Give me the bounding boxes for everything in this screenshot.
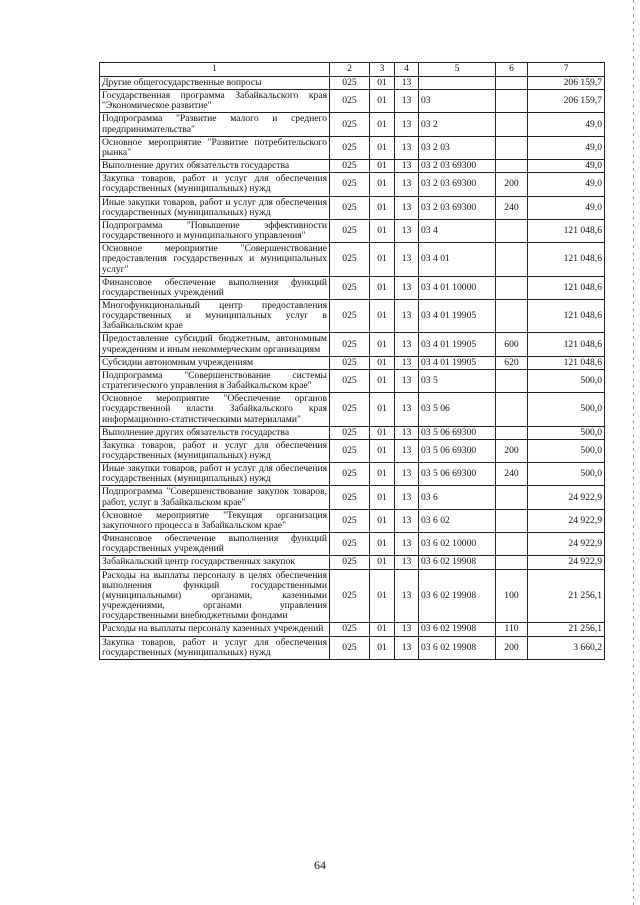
table-row [100, 77, 605, 90]
table-body [100, 77, 605, 660]
subsection-code-cell: 13 [395, 173, 419, 196]
subsection-code-cell: 13 [395, 369, 419, 392]
row-name-cell: Расходы на выплаты персоналу казенных учреждений [100, 623, 330, 636]
row-name-cell: Основное мероприятие "Развитие потребительского рынка" [100, 136, 330, 159]
scan-edge-artifact [633, 0, 634, 905]
subsection-code-cell: 13 [395, 569, 419, 623]
section-code-cell: 01 [370, 160, 395, 173]
section-code-cell: 01 [370, 356, 395, 369]
column-header: 4 [395, 63, 419, 77]
table-row [100, 556, 605, 569]
section-code-cell: 01 [370, 90, 395, 113]
target-article-cell: 03 2 03 69300 [419, 196, 496, 219]
amount-cell: 49,0 [528, 113, 605, 136]
target-article-cell: 03 6 02 [419, 509, 496, 532]
section-code-cell: 01 [370, 113, 395, 136]
row-name-cell: Основное мероприятие "Текущая организация закупочного процесса в Забайкальском крае" [100, 509, 330, 532]
admin-code-cell: 025 [330, 90, 370, 113]
table-row [100, 219, 605, 242]
target-article-cell: 03 4 [419, 219, 496, 242]
admin-code-cell: 025 [330, 569, 370, 623]
row-name-cell: Подпрограмма "Повышение эффективности государственного и муниципального управления" [100, 219, 330, 242]
target-article-cell: 03 4 01 10000 [419, 276, 496, 299]
target-article-cell: 03 4 01 19905 [419, 299, 496, 332]
table-row [100, 160, 605, 173]
admin-code-cell: 025 [330, 333, 370, 356]
row-name-cell: Подпрограмма "Совершенствование системы стратегического управления в Забайкальском крае" [100, 369, 330, 392]
subsection-code-cell: 13 [395, 299, 419, 332]
amount-cell: 24 922,9 [528, 533, 605, 556]
subsection-code-cell: 13 [395, 160, 419, 173]
row-name-cell: Другие общегосударственные вопросы [100, 77, 330, 90]
section-code-cell: 01 [370, 333, 395, 356]
table-row [100, 393, 605, 426]
amount-cell: 24 922,9 [528, 556, 605, 569]
expense-type-cell [496, 369, 528, 392]
subsection-code-cell: 13 [395, 243, 419, 276]
amount-cell: 500,0 [528, 426, 605, 439]
section-code-cell: 01 [370, 636, 395, 659]
amount-cell: 500,0 [528, 393, 605, 426]
admin-code-cell: 025 [330, 486, 370, 509]
section-code-cell: 01 [370, 173, 395, 196]
section-code-cell: 01 [370, 486, 395, 509]
row-name-cell: Финансовое обеспечение выполнения функций государственных учреждений [100, 276, 330, 299]
admin-code-cell: 025 [330, 276, 370, 299]
expense-type-cell [496, 113, 528, 136]
admin-code-cell: 025 [330, 369, 370, 392]
target-article-cell: 03 5 06 69300 [419, 426, 496, 439]
header-row [100, 63, 605, 77]
table-row [100, 299, 605, 332]
subsection-code-cell: 13 [395, 556, 419, 569]
amount-cell: 121 048,6 [528, 276, 605, 299]
amount-cell: 21 256,1 [528, 623, 605, 636]
target-article-cell: 03 2 03 69300 [419, 173, 496, 196]
column-header: 1 [100, 63, 330, 77]
table-row [100, 509, 605, 532]
column-header: 2 [330, 63, 370, 77]
table-row [100, 136, 605, 159]
subsection-code-cell: 13 [395, 136, 419, 159]
table-row [100, 113, 605, 136]
subsection-code-cell: 13 [395, 356, 419, 369]
admin-code-cell: 025 [330, 173, 370, 196]
target-article-cell: 03 4 01 19905 [419, 356, 496, 369]
table-row [100, 90, 605, 113]
admin-code-cell: 025 [330, 623, 370, 636]
expense-type-cell: 110 [496, 623, 528, 636]
amount-cell: 121 048,6 [528, 299, 605, 332]
section-code-cell: 01 [370, 136, 395, 159]
expense-type-cell: 620 [496, 356, 528, 369]
row-name-cell: Иные закупки товаров, работ и услуг для обеспечения государственных (муниципальных) нужд [100, 196, 330, 219]
admin-code-cell: 025 [330, 636, 370, 659]
target-article-cell: 03 6 02 19908 [419, 636, 496, 659]
row-name-cell: Подпрограмма "Развитие малого и среднего предпринимательства" [100, 113, 330, 136]
target-article-cell: 03 6 02 19908 [419, 556, 496, 569]
section-code-cell: 01 [370, 556, 395, 569]
subsection-code-cell: 13 [395, 533, 419, 556]
subsection-code-cell: 13 [395, 219, 419, 242]
row-name-cell: Основное мероприятие "Обеспечение органов государственной власти Забайкальского края информационно-статистическими материалами" [100, 393, 330, 426]
expense-type-cell [496, 299, 528, 332]
section-code-cell: 01 [370, 533, 395, 556]
amount-cell: 500,0 [528, 463, 605, 486]
admin-code-cell: 025 [330, 219, 370, 242]
row-name-cell: Расходы на выплаты персоналу в целях обеспечения выполнения функций государственными (муниципальными) органами, казенными учреждениями, органами управления государственными внебюджетными фондами [100, 569, 330, 623]
expense-type-cell: 240 [496, 463, 528, 486]
target-article-cell: 03 6 02 19908 [419, 569, 496, 623]
section-code-cell: 01 [370, 276, 395, 299]
target-article-cell: 03 5 06 69300 [419, 439, 496, 462]
row-name-cell: Закупка товаров, работ и услуг для обеспечения государственных (муниципальных) нужд [100, 636, 330, 659]
table-row [100, 173, 605, 196]
expense-type-cell [496, 533, 528, 556]
column-header: 7 [528, 63, 605, 77]
row-name-cell: Субсидии автономным учреждениям [100, 356, 330, 369]
amount-cell: 206 159,7 [528, 90, 605, 113]
subsection-code-cell: 13 [395, 463, 419, 486]
row-name-cell: Подпрограмма "Совершенствование закупок товаров, работ, услуг в Забайкальском крае" [100, 486, 330, 509]
subsection-code-cell: 13 [395, 77, 419, 90]
column-header: 5 [419, 63, 496, 77]
amount-cell: 21 256,1 [528, 569, 605, 623]
amount-cell: 121 048,6 [528, 219, 605, 242]
target-article-cell [419, 77, 496, 90]
amount-cell: 500,0 [528, 439, 605, 462]
section-code-cell: 01 [370, 439, 395, 462]
subsection-code-cell: 13 [395, 623, 419, 636]
table-row [100, 333, 605, 356]
table-row [100, 439, 605, 462]
target-article-cell: 03 2 03 [419, 136, 496, 159]
target-article-cell: 03 4 01 [419, 243, 496, 276]
amount-cell: 3 660,2 [528, 636, 605, 659]
admin-code-cell: 025 [330, 509, 370, 532]
row-name-cell: Выполнение других обязательств государства [100, 426, 330, 439]
expense-type-cell [496, 77, 528, 90]
table-row [100, 569, 605, 623]
admin-code-cell: 025 [330, 556, 370, 569]
amount-cell: 206 159,7 [528, 77, 605, 90]
table-row [100, 196, 605, 219]
expense-type-cell [496, 393, 528, 426]
row-name-cell: Забайкальский центр государственных закупок [100, 556, 330, 569]
subsection-code-cell: 13 [395, 393, 419, 426]
admin-code-cell: 025 [330, 533, 370, 556]
subsection-code-cell: 13 [395, 196, 419, 219]
row-name-cell: Предоставление субсидий бюджетным, автономным учреждениям и иным некоммерческим организациям [100, 333, 330, 356]
section-code-cell: 01 [370, 463, 395, 486]
table-row [100, 486, 605, 509]
expense-type-cell [496, 243, 528, 276]
budget-table [99, 62, 605, 660]
section-code-cell: 01 [370, 299, 395, 332]
expense-type-cell [496, 160, 528, 173]
row-name-cell: Закупка товаров, работ и услуг для обеспечения государственных (муниципальных) нужд [100, 173, 330, 196]
amount-cell: 49,0 [528, 196, 605, 219]
amount-cell: 121 048,6 [528, 333, 605, 356]
section-code-cell: 01 [370, 77, 395, 90]
expense-type-cell: 100 [496, 569, 528, 623]
admin-code-cell: 025 [330, 243, 370, 276]
page-number: 64 [314, 858, 326, 872]
amount-cell: 49,0 [528, 173, 605, 196]
row-name-cell: Многофункциональный центр предоставления государственных и муниципальных услуг в Забайкальском крае [100, 299, 330, 332]
subsection-code-cell: 13 [395, 486, 419, 509]
admin-code-cell: 025 [330, 77, 370, 90]
expense-type-cell [496, 426, 528, 439]
section-code-cell: 01 [370, 426, 395, 439]
section-code-cell: 01 [370, 509, 395, 532]
target-article-cell: 03 2 03 69300 [419, 160, 496, 173]
amount-cell: 24 922,9 [528, 486, 605, 509]
table-row [100, 623, 605, 636]
target-article-cell: 03 2 [419, 113, 496, 136]
target-article-cell: 03 5 06 [419, 393, 496, 426]
row-name-cell: Выполнение других обязательств государства [100, 160, 330, 173]
admin-code-cell: 025 [330, 356, 370, 369]
section-code-cell: 01 [370, 196, 395, 219]
expense-type-cell [496, 509, 528, 532]
amount-cell: 500,0 [528, 369, 605, 392]
expense-type-cell: 200 [496, 439, 528, 462]
section-code-cell: 01 [370, 393, 395, 426]
row-name-cell: Государственная программа Забайкальского края "Экономическое развитие" [100, 90, 330, 113]
amount-cell: 121 048,6 [528, 243, 605, 276]
table-row [100, 356, 605, 369]
admin-code-cell: 025 [330, 160, 370, 173]
subsection-code-cell: 13 [395, 333, 419, 356]
table-row [100, 463, 605, 486]
section-code-cell: 01 [370, 569, 395, 623]
expense-type-cell: 200 [496, 173, 528, 196]
expense-type-cell [496, 219, 528, 242]
admin-code-cell: 025 [330, 113, 370, 136]
amount-cell: 49,0 [528, 136, 605, 159]
table-row [100, 369, 605, 392]
row-name-cell: Иные закупки товаров, работ и услуг для обеспечения государственных (муниципальных) нужд [100, 463, 330, 486]
row-name-cell: Закупка товаров, работ и услуг для обеспечения государственных (муниципальных) нужд [100, 439, 330, 462]
expense-type-cell [496, 276, 528, 299]
target-article-cell: 03 [419, 90, 496, 113]
expense-type-cell: 240 [496, 196, 528, 219]
section-code-cell: 01 [370, 243, 395, 276]
expense-type-cell [496, 90, 528, 113]
subsection-code-cell: 13 [395, 426, 419, 439]
section-code-cell: 01 [370, 623, 395, 636]
expense-type-cell: 200 [496, 636, 528, 659]
admin-code-cell: 025 [330, 136, 370, 159]
target-article-cell: 03 6 [419, 486, 496, 509]
expense-type-cell: 600 [496, 333, 528, 356]
subsection-code-cell: 13 [395, 113, 419, 136]
row-name-cell: Финансовое обеспечение выполнения функций государственных учреждений [100, 533, 330, 556]
column-header: 3 [370, 63, 395, 77]
admin-code-cell: 025 [330, 426, 370, 439]
amount-cell: 49,0 [528, 160, 605, 173]
subsection-code-cell: 13 [395, 90, 419, 113]
amount-cell: 24 922,9 [528, 509, 605, 532]
row-name-cell: Основное мероприятие "Совершенствование предоставления государственных и муниципальных услуг" [100, 243, 330, 276]
table-row [100, 243, 605, 276]
admin-code-cell: 025 [330, 196, 370, 219]
table-row [100, 276, 605, 299]
section-code-cell: 01 [370, 369, 395, 392]
subsection-code-cell: 13 [395, 276, 419, 299]
amount-cell: 121 048,6 [528, 356, 605, 369]
subsection-code-cell: 13 [395, 509, 419, 532]
table-row [100, 533, 605, 556]
admin-code-cell: 025 [330, 393, 370, 426]
table-row [100, 426, 605, 439]
expense-type-cell [496, 556, 528, 569]
subsection-code-cell: 13 [395, 439, 419, 462]
target-article-cell: 03 6 02 10000 [419, 533, 496, 556]
target-article-cell: 03 4 01 19905 [419, 333, 496, 356]
admin-code-cell: 025 [330, 439, 370, 462]
subsection-code-cell: 13 [395, 636, 419, 659]
target-article-cell: 03 6 02 19908 [419, 623, 496, 636]
target-article-cell: 03 5 [419, 369, 496, 392]
admin-code-cell: 025 [330, 299, 370, 332]
expense-type-cell [496, 136, 528, 159]
section-code-cell: 01 [370, 219, 395, 242]
column-header: 6 [496, 63, 528, 77]
target-article-cell: 03 5 06 69300 [419, 463, 496, 486]
expense-type-cell [496, 486, 528, 509]
table-row [100, 636, 605, 659]
admin-code-cell: 025 [330, 463, 370, 486]
